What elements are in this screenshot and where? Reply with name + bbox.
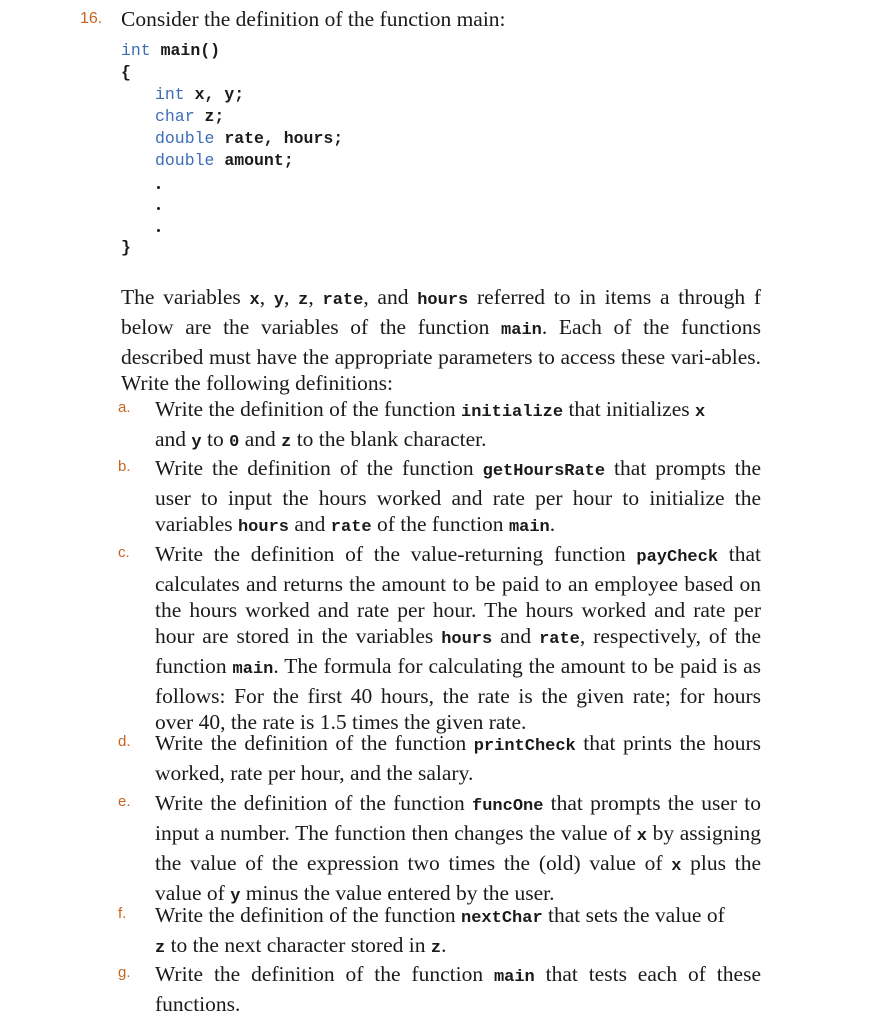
item-label: d. (118, 733, 131, 750)
code-keyword: double (155, 151, 215, 170)
item-g (118, 961, 761, 1017)
code-signature (121, 40, 343, 62)
code-close-brace: } (121, 238, 131, 257)
code-identifiers: z; (204, 107, 225, 126)
code-line (121, 128, 343, 150)
code-line (121, 150, 343, 172)
item-text: Write the definition of the function main that tests each of these functions. (155, 962, 761, 1016)
item-label: a. (118, 399, 131, 416)
item-label: c. (118, 544, 130, 561)
code-identifiers: amount; (224, 151, 294, 170)
code-x: x (249, 291, 260, 310)
code-rate: rate (322, 291, 364, 310)
code-open-brace: { (121, 63, 131, 82)
item-c (118, 541, 761, 735)
item-text: Write the definition of the function funcOne that prompts the user to input a number. The function then changes the value of x by assigning the value of the expression two times the (old) value of x plus the value of y minus the value entered by the user. (155, 791, 762, 906)
code-block (121, 40, 343, 172)
code-hours: hours (417, 291, 469, 310)
code-keyword: int (155, 85, 185, 104)
item-a (118, 396, 761, 456)
code-keyword: int (121, 41, 151, 60)
question-intro: Consider the definition of the function main: (121, 7, 506, 31)
item-label: b. (118, 458, 131, 475)
item-b (118, 455, 761, 541)
code-keyword: double (155, 129, 215, 148)
item-label: g. (118, 964, 131, 981)
item-label: e. (118, 793, 131, 810)
item-text: Write the definition of the function nextChar that sets the value of z to the next character stored in z. (155, 903, 725, 958)
ellipsis-dot (157, 186, 160, 189)
item-d (118, 730, 761, 786)
item-text: Write the definition of the value-returning function payCheck that calculates and returns the amount to be paid to an employee based on the hours worked and rate per hour. The hours worked and rate per hour are stored in the variables hours and rate, respectively, of the function main. The formula for calculating the amount to be paid is as follows: For the first 40 hours, the rate is the given rate; for hours over 40, the rate is 1.5 times the given rate. (155, 542, 761, 734)
item-f (118, 902, 761, 962)
item-e (118, 790, 761, 910)
code-function-name: main() (160, 41, 221, 60)
item-label: f. (118, 905, 127, 922)
item-text: Write the definition of the function getHoursRate that prompts the user to input the hours worked and rate per hour to initialize the variables hours and rate of the function main. (155, 456, 761, 537)
code-y: y (273, 291, 285, 310)
question-number: 16. (80, 10, 103, 27)
code-line (121, 106, 343, 128)
code-identifiers: x, y; (194, 85, 245, 104)
code-identifiers: rate, hours; (224, 129, 344, 148)
ellipsis-dot (157, 207, 160, 210)
code-z: z (298, 291, 309, 310)
item-text: Write the definition of the function initialize that initializes x and y to 0 and z to the blank character. (155, 397, 706, 452)
code-main: main (501, 321, 542, 340)
item-text: Write the definition of the function printCheck that prints the hours worked, rate per hour, and the salary. (155, 731, 761, 785)
description-paragraph: The variables x, y, z, rate, and hours referred to in items a through f below are the variables of the function main. Each of the functions described must have the appropriate parameters to access these vari-ables. Write the following definitions: (121, 285, 762, 395)
code-keyword: char (155, 107, 195, 126)
ellipsis-dot (157, 229, 160, 232)
code-line (121, 84, 343, 106)
